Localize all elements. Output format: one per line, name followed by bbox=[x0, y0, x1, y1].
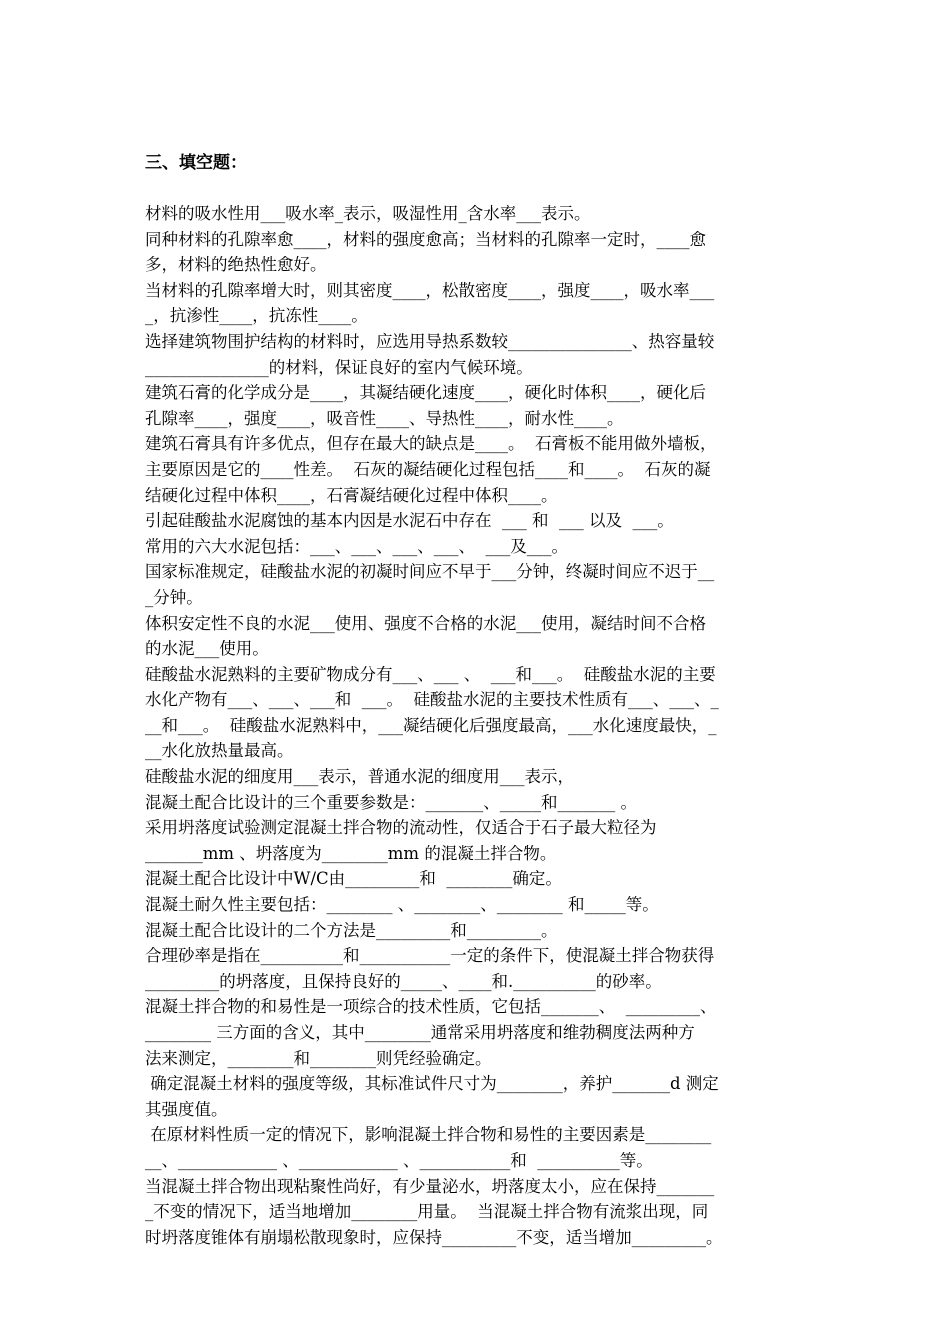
text-line: ________ 三方面的含义，其中________通常采用坍落度和维勃稠度法两种方 bbox=[145, 1023, 695, 1042]
text-line: __和___。 硅酸盐水泥熟料中，___凝结硬化后强度最高，___水化速度最快，_ bbox=[145, 715, 717, 735]
text-line: 材料的吸水性用___吸水率_表示，吸湿性用_含水率___表示。 bbox=[145, 204, 591, 223]
text-line: 建筑石膏的化学成分是____，其凝结硬化速度____，硬化时体积____，硬化后 bbox=[145, 383, 706, 403]
text-line: 混凝土配合比设计的三个重要参数是：_______、_____和_______ 。 bbox=[145, 792, 637, 812]
text-line: 主要原因是它的____性差。 石灰的凝结硬化过程包括____和____。 石灰的凝 bbox=[145, 459, 711, 479]
text-line: 常用的六大水泥包括：___、___、___、___、 ___及___。 bbox=[145, 536, 568, 556]
text-line: 其强度值。 bbox=[145, 1099, 228, 1119]
text-line: 多，材料的绝热性愈好。 bbox=[145, 255, 327, 275]
text-line: 在原材料性质一定的情况下，影响混凝土拌合物和易性的主要因素是________ bbox=[145, 1125, 712, 1145]
text-line: 孔隙率____，强度____，吸音性____、导热性____，耐水性____。 bbox=[145, 408, 624, 428]
text-line: _______________的材料，保证良好的室内气候环境。 bbox=[145, 357, 533, 377]
text-line: 引起硅酸盐水泥腐蚀的基本内因是水泥石中存在 ___ 和 ___ 以及 ___。 bbox=[145, 511, 674, 531]
text-line: _不变的情况下，适当地增加________用量。 当混凝土拌合物有流浆出现，同 bbox=[145, 1202, 709, 1222]
text-line: _分钟。 bbox=[145, 587, 203, 607]
text-line: 法来测定，________和________则凭经验确定。 bbox=[145, 1048, 492, 1068]
text-line: 混凝土拌合物的和易性是一项综合的技术性质，它包括_______、 _________、 bbox=[145, 997, 717, 1017]
question-body bbox=[145, 201, 808, 1250]
text-line: 时坍落度锥体有崩塌松散现象时，应保持_________不变，适当增加_________。 bbox=[145, 1227, 723, 1247]
text-line: 合理砂率是指在__________和___________一定的条件下，使混凝土拌合物获得 bbox=[145, 946, 715, 966]
section-title: 三、填空题： bbox=[145, 153, 247, 173]
text-line: 混凝土配合比设计的二个方法是_________和_________。 bbox=[145, 920, 558, 940]
text-line: 混凝土配合比设计中W/C由_________和 ________确定。 bbox=[145, 869, 562, 889]
text-line: 水化产物有___、___、___和 ___。 硅酸盐水泥的主要技术性质有___、___、_ bbox=[145, 690, 719, 710]
text-line: 当材料的孔隙率增大时，则其密度____，松散密度____，强度____，吸水率___ bbox=[145, 280, 715, 300]
text-line: 当混凝土拌合物出现粘聚性尚好，有少量泌水，坍落度太小，应在保持_______ bbox=[145, 1176, 715, 1196]
text-line: _________的坍落度，且保持良好的_____、____和.__________的砂率。 bbox=[145, 971, 662, 991]
text-line: __水化放热量最高。 bbox=[145, 741, 294, 761]
text-line: 采用坍落度试验测定混凝土拌合物的流动性，仅适合于石子最大粒径为 bbox=[145, 818, 657, 838]
text-line: _，抗渗性____，抗冻性____。 bbox=[145, 306, 368, 326]
text-line: __、____________ 、____________ 、___________和 __________等。 bbox=[145, 1150, 653, 1170]
text-line: 选择建筑物围护结构的材料时，应选用导热系数较_______________、热容量较 bbox=[145, 331, 715, 351]
text-line: 同种材料的孔隙率愈____，材料的强度愈高；当材料的孔隙率一定时，____愈 bbox=[145, 229, 706, 249]
text-line: 的水泥___使用。 bbox=[145, 639, 269, 659]
text-line: 硅酸盐水泥熟料的主要矿物成分有___、___ 、 ___和___。 硅酸盐水泥的主要 bbox=[145, 664, 716, 684]
text-line: 硅酸盐水泥的细度用___表示，普通水泥的细度用___表示， bbox=[145, 767, 574, 787]
text-line: 确定混凝土材料的强度等级，其标准试件尺寸为________，养护_______d 测定 bbox=[145, 1074, 719, 1094]
text-line: 结硬化过程中体积____，石膏凝结硬化过程中体积____。 bbox=[145, 485, 558, 505]
text-line: 建筑石膏具有许多优点，但存在最大的缺点是____。 石膏板不能用做外墙板， bbox=[145, 434, 717, 454]
text-line: 体积安定性不良的水泥___使用、强度不合格的水泥___使用，凝结时间不合格 bbox=[145, 613, 706, 633]
text-line: 国家标准规定，硅酸盐水泥的初凝时间应不早于___分钟，终凝时间应不迟于__ bbox=[145, 562, 715, 582]
text-line: _______mm 、坍落度为________mm 的混凝土拌合物。 bbox=[145, 843, 557, 863]
text-line: 混凝土耐久性主要包括：________ 、________、________ 和_____等。 bbox=[145, 895, 659, 915]
